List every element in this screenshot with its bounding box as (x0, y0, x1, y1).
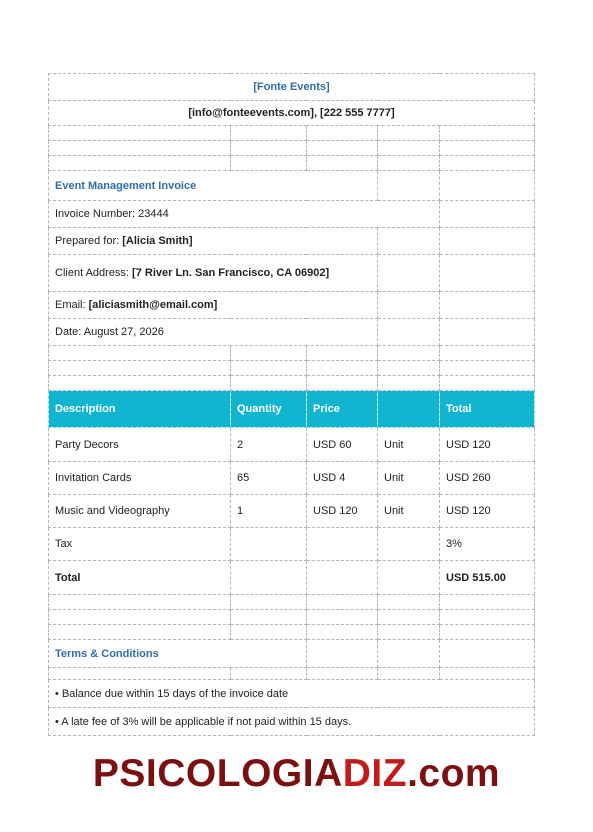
total-label: Total (49, 561, 231, 595)
spacer-row (49, 610, 535, 625)
spacer-row (49, 668, 535, 680)
watermark-part1: PSICOLOGIA (92, 752, 343, 795)
row-unit: Unit (378, 462, 440, 495)
row-quantity: 65 (231, 462, 307, 495)
row-quantity: 2 (231, 428, 307, 462)
row-price: USD 120 (307, 495, 378, 528)
header-quantity: Quantity (231, 391, 307, 428)
prepared-for: Prepared for: [Alicia Smith] (49, 228, 378, 255)
spacer-row (49, 595, 535, 610)
company-name: [Fonte Events] (49, 74, 535, 101)
terms-item: • A late fee of 3% will be applicable if not paid within 15 days. (49, 708, 535, 736)
total-value: USD 515.00 (440, 561, 535, 595)
terms-item: • Balance due within 15 days of the invoice date (49, 680, 535, 708)
invoice-number-value: 23444 (138, 208, 169, 220)
tax-label: Tax (49, 528, 231, 561)
spacer-row (49, 625, 535, 640)
invoice-title: Event Management Invoice (49, 171, 378, 201)
spacer-row (49, 156, 535, 171)
company-contact: [info@fonteevents.com], [222 555 7777] (49, 101, 535, 126)
header-price: Price (307, 391, 378, 428)
items-header-row (49, 391, 535, 428)
table-row (49, 428, 535, 462)
table-row (49, 462, 535, 495)
invoice-date: Date: August 27, 2026 (49, 319, 378, 346)
row-description: Music and Videography (49, 495, 231, 528)
row-total: USD 260 (440, 462, 535, 495)
row-total: USD 120 (440, 495, 535, 528)
table-row (49, 495, 535, 528)
tax-value: 3% (440, 528, 535, 561)
client-address: Client Address: [7 River Ln. San Francisco, CA 06902] (49, 255, 378, 292)
row-quantity: 1 (231, 495, 307, 528)
client-email: Email: [aliciasmith@email.com] (49, 292, 378, 319)
row-price: USD 60 (307, 428, 378, 462)
row-unit: Unit (378, 495, 440, 528)
row-description: Invitation Cards (49, 462, 231, 495)
spacer-row (49, 141, 535, 156)
invoice-sheet (48, 73, 535, 736)
total-row (49, 561, 535, 595)
row-description: Party Decors (49, 428, 231, 462)
watermark-part2: DIZ (342, 752, 408, 795)
invoice-date-value: August 27, 2026 (83, 326, 164, 338)
spacer-row (49, 346, 535, 361)
invoice-number: Invoice Number: 23444 (49, 201, 440, 228)
watermark-logo (0, 752, 593, 796)
header-total: Total (440, 391, 535, 428)
row-unit: Unit (378, 428, 440, 462)
prepared-for-value: [Alicia Smith] (122, 235, 193, 247)
client-address-value: [7 River Ln. San Francisco, CA 06902] (132, 267, 330, 279)
header-unit (378, 391, 440, 428)
spacer-row (49, 126, 535, 141)
tax-row (49, 528, 535, 561)
spacer-row (49, 361, 535, 376)
spacer-row (49, 376, 535, 391)
terms-title: Terms & Conditions (49, 640, 307, 668)
row-price: USD 4 (307, 462, 378, 495)
watermark-part3: .com (407, 752, 501, 795)
row-total: USD 120 (440, 428, 535, 462)
client-email-value: [aliciasmith@email.com] (88, 299, 218, 311)
header-description: Description (49, 391, 231, 428)
